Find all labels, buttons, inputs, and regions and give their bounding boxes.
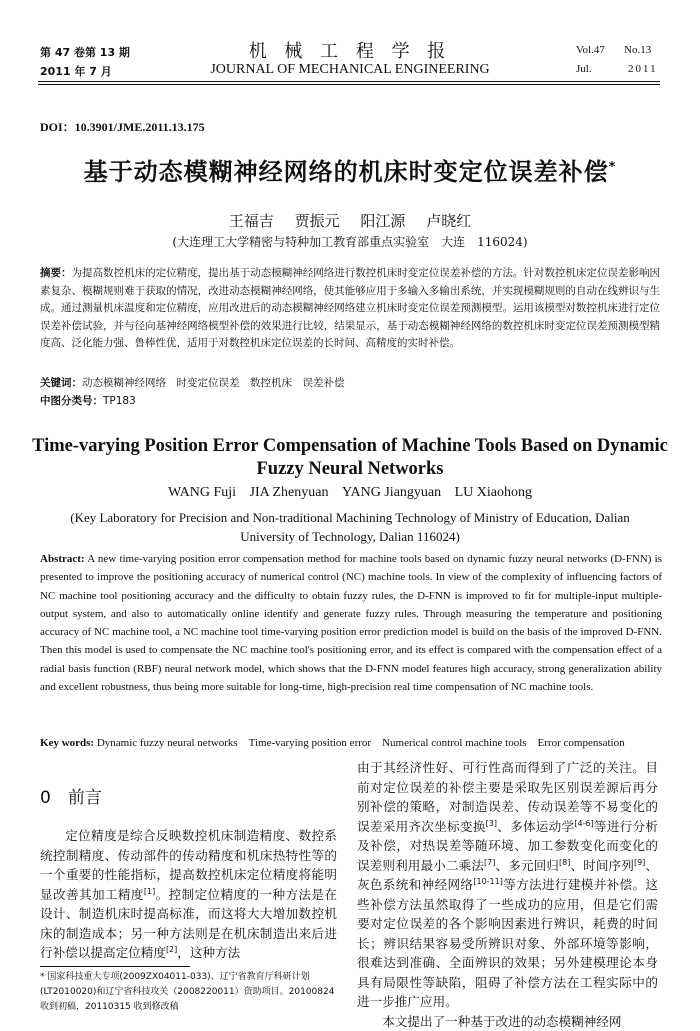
- citation: [4-6]: [574, 818, 593, 827]
- body-text: 、多元回归: [495, 858, 559, 873]
- citation: [1]: [144, 886, 155, 895]
- author-en: YANG Jiangyuan: [342, 485, 441, 500]
- header-rule-thin: [38, 84, 660, 85]
- abstract-label-en: Abstract:: [40, 553, 85, 565]
- keywords-label-en: Key words:: [40, 737, 94, 749]
- paper-title-cn: [0, 152, 700, 187]
- keyword-cn: 数控机床: [250, 377, 292, 389]
- author-en: WANG Fuji: [168, 485, 236, 500]
- body-text: 定位精度是综合反映数控机床制造精度、数控系统控制精度、传动部件的传动精度和机床热特性等的一个重要的性能指标，提高数控机床定位精度将能明显改善其加工精度: [40, 828, 337, 902]
- left-column-body: [40, 826, 337, 963]
- body-text: 本文提出了一种基于改进的动态模糊神经网: [382, 1014, 621, 1029]
- body-text: 、灰色系统和神经网络: [357, 858, 658, 893]
- abstract-text-en: A new time-varying position error compensation method for machine tools based on dynamic fuzzy neural networks (D-FNN) is presented to improve the positioning accuracy of numerical control (NC) machine tools. In view of the complexity of influencing factors of NC machine tool positioning accuracy and the difficulty to obtain fuzzy rules, the D-FNN is improved to fit for multiple-input multiple-output system, and also to automatically online identify and generate fuzzy rules. Through measuring the temperature and positioning accuracy of NC machine tool, a NC machine tool time-varying position error prediction model is build on the basis of the improved D-FNN. Then this model is used to compensate the NC machine tool's positioning error, and its effect is compared with the compensation effect of a radial basis function (RBF) neural network model, which shows that the D-FNN model features high accuracy, strong generalization ability and excellent robustness, thus being more suitable for long-time, high-precision real time compensation of NC machine tools.: [40, 553, 662, 693]
- author-en: JIA Zhenyuan: [250, 485, 329, 500]
- keyword-en: Numerical control machine tools: [382, 737, 526, 749]
- abstract-cn: [40, 265, 660, 353]
- abstract-en: [40, 550, 662, 696]
- clc-number: [40, 393, 660, 411]
- paper-title-en: Time-varying Position Error Compensation of Machine Tools Based on Dynamic Fuzzy Neural Networks: [30, 435, 670, 481]
- abstract-text-cn: 为提高数控机床的定位精度，提出基于动态模糊神经网络进行数控机床时变定位误差补偿的方法。针对数控机床定位误差影响因素复杂、模糊规则难于获取的情况，改进动态模糊神经网络，使其能够应用于多输入多输出系统，并实现模糊规则的自动在线辨识与生成。通过测量机床温度和定位精度，应用改进后的动态模糊神经网络建立机床时变定位误差预测模型。运用该模型对数控机床进行定位误差补偿试验，并与径向基神经网络模型补偿的效果进行比较，结果显示，基于动态模糊神经网络的数控机床时变定位误差预测模型精度高、泛化能力强、鲁棒性优，适用于对数控机床定位误差的长时间、高精度的实时补偿。: [40, 267, 660, 349]
- keyword-cn: 动态模糊神经网络: [82, 377, 166, 389]
- body-text: 等方法进行建模并补偿。这些补偿方法虽然取得了一些成功的应用，但是它们需要对定位误差的各个影响因素进行辨识，耗费的时间长；辨识结果容易受所辨识对象、外部环境等影响，很难达到准确、全面辨识的效果；另外建模理论本身具有局限性等缺陷，阻碍了补偿方法在工程实际中的进一步推广应用。: [357, 877, 658, 1009]
- volume-issue-cn: 第 47 卷第 13 期: [40, 44, 130, 60]
- date-cn: 2011 年 7 月: [40, 63, 112, 79]
- clc-label: 中图分类号：: [40, 395, 103, 407]
- section-title: 前言: [68, 788, 102, 808]
- affiliation-en: (Key Laboratory for Precision and Non-traditional Machining Technology of Ministry of Education, Dalian University of Technology, Dalian 116024): [60, 508, 640, 546]
- issue-en: No.13: [624, 44, 651, 56]
- author-cn: 阳江源: [360, 212, 405, 230]
- abstract-label-cn: 摘要：: [40, 267, 72, 279]
- citation: [10-11]: [473, 877, 503, 886]
- authors-en: [0, 485, 700, 501]
- header-rule: [38, 81, 660, 82]
- body-paragraph: [40, 826, 337, 963]
- author-cn: 贾振元: [295, 212, 340, 230]
- keyword-cn: 误差补偿: [303, 377, 345, 389]
- title-text-cn: 基于动态模糊神经网络的机床时变定位误差补偿: [84, 158, 609, 186]
- footnote: * 国家科技重大专项(2009ZX04011-033)、辽宁省教育厅科研计划(LT2010020)和辽宁省科技攻关（2008220011）资助项目。20100824 收到初稿，20110315 收到修改稿: [40, 970, 340, 1015]
- section-heading: [40, 783, 102, 808]
- author-en: LU Xiaohong: [455, 485, 532, 500]
- author-cn: 王福吉: [229, 212, 274, 230]
- keyword-en: Time-varying position error: [249, 737, 371, 749]
- body-paragraph: [357, 1012, 658, 1031]
- keyword-cn: 时变定位误差: [177, 377, 240, 389]
- citation: [9]: [634, 857, 645, 866]
- citation: [7]: [484, 857, 495, 866]
- keywords-en: [40, 737, 662, 749]
- right-column-body: [357, 758, 658, 1031]
- affiliation-cn: (大连理工大学精密与特种加工教育部重点实验室 大连 116024): [0, 233, 700, 250]
- author-cn: 卢晓红: [426, 212, 471, 230]
- footnote-rule: [40, 966, 190, 967]
- body-text: 由于其经济性好、可行性高而得到了广泛的关注。目前对定位误差的补偿主要是采取先区别误差源后再分别补偿的策略，对制造误差、传动误差等不易变化的误差采用齐次坐标变换: [357, 760, 658, 834]
- section-number: 0: [40, 788, 51, 808]
- citation: [2]: [166, 945, 177, 954]
- authors-cn: [0, 210, 700, 231]
- keywords-label-cn: 关键词：: [40, 377, 82, 389]
- clc-value: TP183: [103, 395, 136, 407]
- body-text: ，这种方法: [177, 945, 240, 960]
- body-text: 等进行分析及补偿，对热误差等随环境、加工参数变化而变化的误差则利用最小二乘法: [357, 819, 658, 873]
- doi: DOI：10.3901/JME.2011.13.175: [40, 118, 205, 135]
- volume-en: Vol.47: [576, 44, 605, 56]
- journal-title-cn: 机 械 工 程 学 报: [0, 37, 700, 63]
- year-en: 2011: [628, 63, 658, 75]
- citation: [8]: [559, 857, 570, 866]
- journal-title-en: JOURNAL OF MECHANICAL ENGINEERING: [0, 62, 700, 78]
- body-text: 、时间序列: [570, 858, 634, 873]
- title-footnote-mark: *: [609, 160, 617, 175]
- keyword-en: Error compensation: [538, 737, 625, 749]
- body-paragraph: [357, 758, 658, 1012]
- citation: [3]: [486, 818, 497, 827]
- keywords-cn: [40, 375, 660, 393]
- body-text: 。控制定位精度的一种方法是在设计、制造机床时提高标准，而这将大大增加数控机床的制造成本；另一种方法则是在机床制造出来后进行补偿以提高定位精度: [40, 887, 337, 961]
- month-en: Jul.: [576, 63, 592, 75]
- body-text: 、多体运动学: [497, 819, 574, 834]
- keyword-en: Dynamic fuzzy neural networks: [97, 737, 238, 749]
